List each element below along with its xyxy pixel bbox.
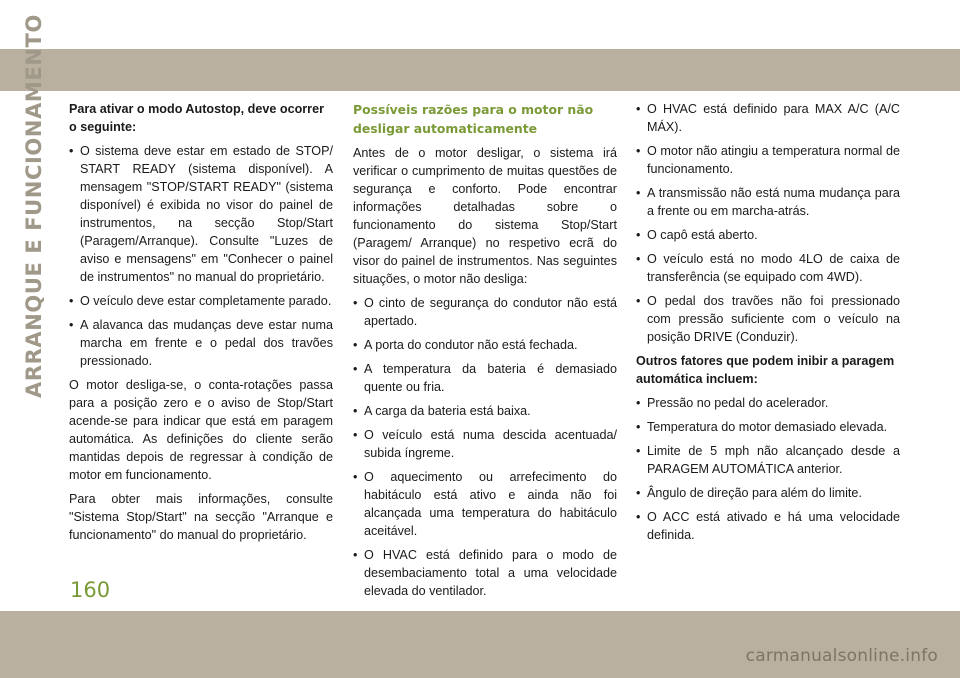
- list-item: • O capô está aberto.: [636, 226, 900, 244]
- list-item: • O HVAC está definido para o modo de desembaciamento total a uma velocidade elevada do ventilador.: [353, 546, 617, 600]
- autostop-conditions-list: [69, 142, 333, 370]
- list-item: • Limite de 5 mph não alcançado desde a PARAGEM AUTOMÁTICA anterior.: [636, 442, 900, 478]
- engine-not-stopping-list: [353, 294, 617, 600]
- autostop-conditions-lead: Para ativar o modo Autostop, deve ocorrer o seguinte:: [69, 102, 324, 134]
- list-item: • O ACC está ativado e há uma velocidade definida.: [636, 508, 900, 544]
- column-right: [636, 100, 900, 550]
- footer-band: [0, 611, 960, 678]
- paragraph: Para obter mais informações, consulte "Sistema Stop/Start" na secção "Arranque e funcionamento" do manual do proprietário.: [69, 492, 333, 542]
- list-item: • A transmissão não está numa mudança para a frente ou em marcha-atrás.: [636, 184, 900, 220]
- list-item: • O HVAC está definido para MAX A/C (A/C MÁX).: [636, 100, 900, 136]
- paragraph: O motor desliga-se, o conta-rotações passa para a posição zero e o aviso de Stop/Start acende-se para indicar que está em paragem automática. As definições do cliente serão mantidas depois de regressar à condição de motor em funcionamento.: [69, 378, 333, 482]
- list-item: • O cinto de segurança do condutor não está apertado.: [353, 294, 617, 330]
- list-item: • O veículo está no modo 4LO de caixa de transferência (se equipado com 4WD).: [636, 250, 900, 286]
- list-item: • O aquecimento ou arrefecimento do habitáculo está ativo e ainda não foi alcançada uma temperatura do habitáculo aceitável.: [353, 468, 617, 540]
- watermark-text: carmanualsonline.info: [745, 646, 938, 666]
- list-item: • A temperatura da bateria é demasiado quente ou fria.: [353, 360, 617, 396]
- list-item: • A alavanca das mudanças deve estar numa marcha em frente e o pedal dos travões pressionado.: [69, 316, 333, 370]
- list-item: • O pedal dos travões não foi pressionado com pressão suficiente com o veículo na posição DRIVE (Conduzir).: [636, 292, 900, 346]
- other-factors-lead: Outros fatores que podem inibir a paragem automática incluem:: [636, 354, 895, 386]
- list-item: • A porta do condutor não está fechada.: [353, 336, 617, 354]
- list-item: • Pressão no pedal do acelerador.: [636, 394, 900, 412]
- engine-not-stopping-list-continued: [636, 100, 900, 346]
- list-item: • Ângulo de direção para além do limite.: [636, 484, 900, 502]
- list-item: • O motor não atingiu a temperatura normal de funcionamento.: [636, 142, 900, 178]
- list-item: • A carga da bateria está baixa.: [353, 402, 617, 420]
- list-item: • Temperatura do motor demasiado elevada.: [636, 418, 900, 436]
- section-side-title: ARRANQUE E FUNCIONAMENTO: [22, 14, 46, 398]
- column-middle: [353, 100, 617, 606]
- section-heading: Possíveis razões para o motor não desligar automaticamente: [353, 102, 594, 136]
- list-item: • O veículo deve estar completamente parado.: [69, 292, 333, 310]
- column-left: [69, 100, 333, 550]
- other-factors-list: [636, 394, 900, 544]
- header-band: [0, 49, 960, 91]
- page-number: 160: [70, 578, 111, 602]
- list-item: • O veículo está numa descida acentuada/ subida íngreme.: [353, 426, 617, 462]
- paragraph: Antes de o motor desligar, o sistema irá verificar o cumprimento de muitas questões de segurança e conforto. Pode encontrar informações detalhadas sobre o funcionamento do sistema Stop/Start (Paragem/ Arranque) no respetivo ecrã do visor do painel de instrumentos. Nas seguintes situações, o motor não desliga:: [353, 146, 617, 286]
- list-item: • O sistema deve estar em estado de STOP/ START READY (sistema disponível). A mensagem "STOP/START READY" (sistema disponível) é exibida no visor do painel de instrumentos, na secção Stop/Start (Paragem/Arranque). Consulte "Luzes de aviso e mensagens" em "Conhecer o painel de instrumentos" no manual do proprietário.: [69, 142, 333, 286]
